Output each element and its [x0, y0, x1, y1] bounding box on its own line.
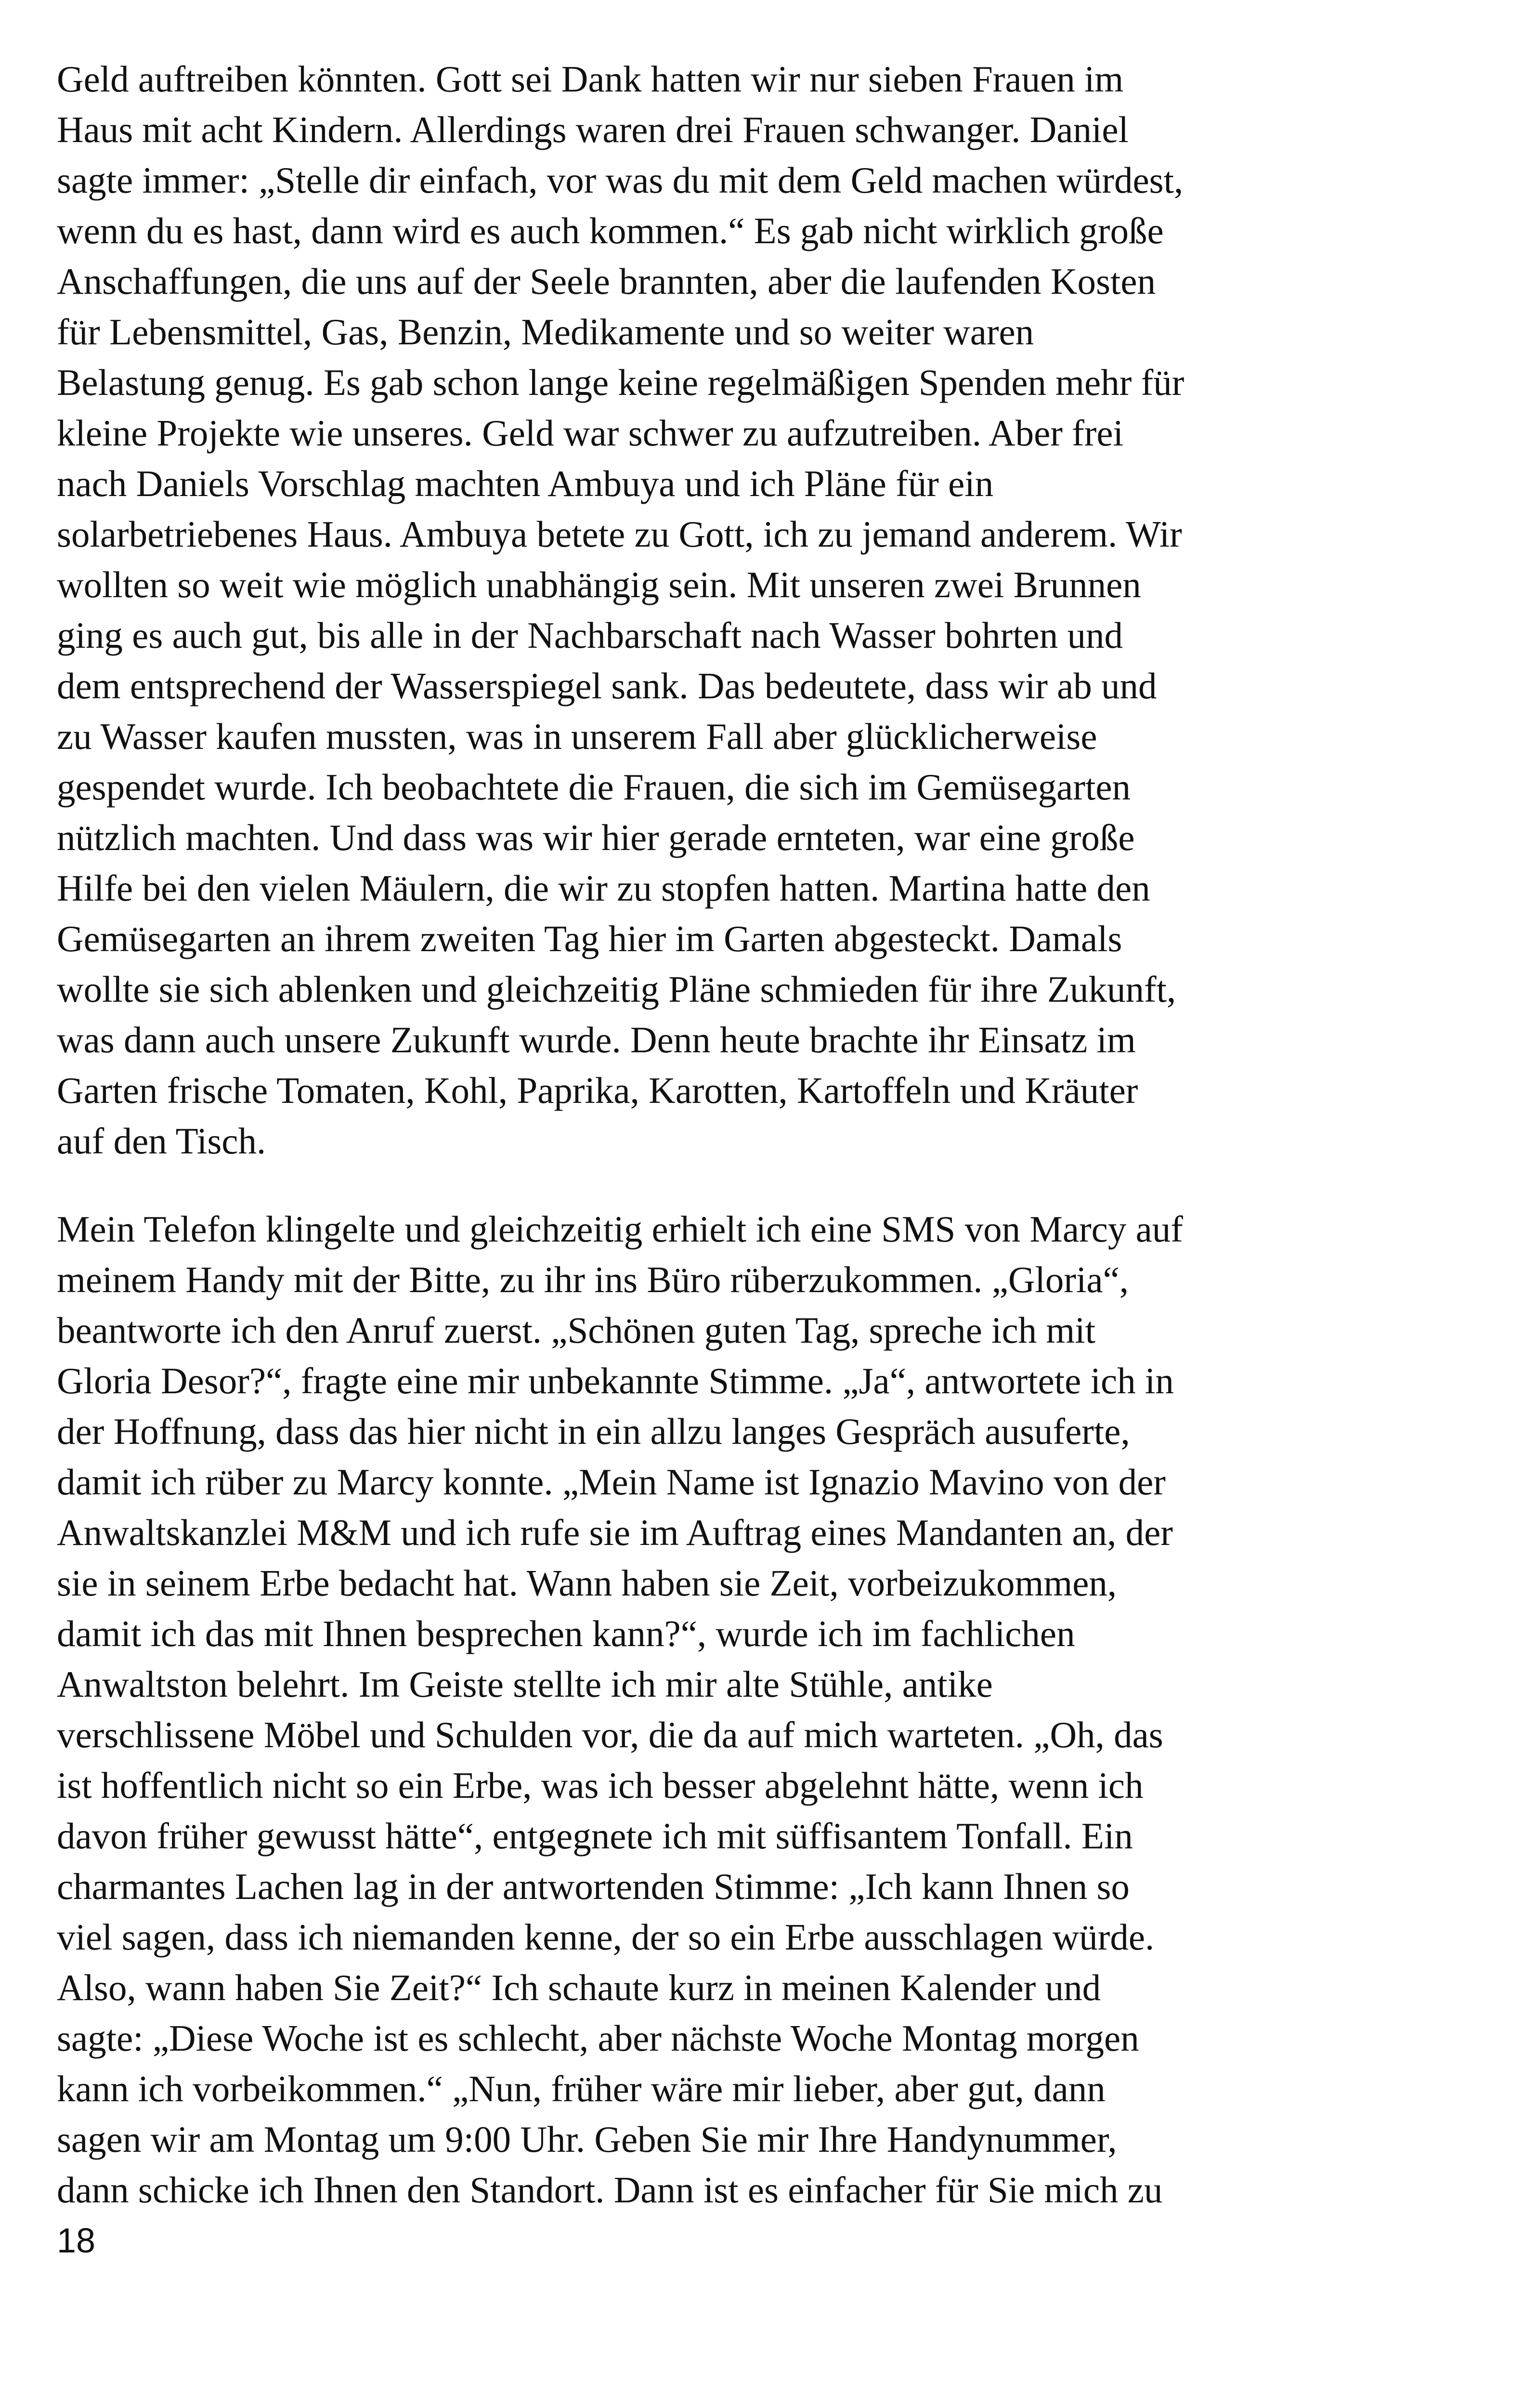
- text-line: wollten so weit wie möglich unabhängig sein. Mit unseren zwei Brunnen: [57, 564, 1141, 605]
- paragraph-2: [57, 1204, 1444, 2215]
- text-line: wenn du es hast, dann wird es auch kommen.“ Es gab nicht wirklich große: [57, 210, 1164, 251]
- text-line: sie in seinem Erbe bedacht hat. Wann haben sie Zeit, vorbeizukommen,: [57, 1562, 1117, 1604]
- text-line: Anwaltston belehrt. Im Geiste stellte ich mir alte Stühle, antike: [57, 1663, 993, 1705]
- text-line: dem entsprechend der Wasserspiegel sank. Das bedeutete, dass wir ab und: [57, 665, 1157, 707]
- text-line: Hilfe bei den vielen Mäulern, die wir zu stopfen hatten. Martina hatte den: [57, 867, 1150, 909]
- text-line: sagte: „Diese Woche ist es schlecht, aber nächste Woche Montag morgen: [57, 2017, 1139, 2059]
- text-line: charmantes Lachen lag in der antwortenden Stimme: „Ich kann Ihnen so: [57, 1866, 1130, 1907]
- text-line: Garten frische Tomaten, Kohl, Paprika, Karotten, Kartoffeln und Kräuter: [57, 1070, 1138, 1111]
- text-line: viel sagen, dass ich niemanden kenne, der so ein Erbe ausschlagen würde.: [57, 1916, 1155, 1958]
- text-line: Gemüsegarten an ihrem zweiten Tag hier im Garten abgesteckt. Damals: [57, 918, 1122, 959]
- text-line: dann schicke ich Ihnen den Standort. Dann ist es einfacher für Sie mich zu: [57, 2169, 1163, 2211]
- text-line: kleine Projekte wie unseres. Geld war schwer zu aufzutreiben. Aber frei: [57, 412, 1123, 454]
- text-line: sagte immer: „Stelle dir einfach, vor was du mit dem Geld machen würdest,: [57, 159, 1184, 201]
- text-line: zu Wasser kaufen mussten, was in unserem Fall aber glücklicherweise: [57, 716, 1097, 757]
- text-line: Gloria Desor?“, fragte eine mir unbekannte Stimme. „Ja“, antwortete ich in: [57, 1360, 1174, 1401]
- text-line: gespendet wurde. Ich beobachtete die Frauen, die sich im Gemüsegarten: [57, 766, 1131, 808]
- text-line: Geld auftreiben könnten. Gott sei Dank hatten wir nur sieben Frauen im: [57, 58, 1124, 100]
- text-line: davon früher gewusst hätte“, entgegnete ich mit süffisantem Tonfall. Ein: [57, 1815, 1133, 1857]
- body-text: [57, 54, 1444, 2215]
- text-line: Anschaffungen, die uns auf der Seele brannten, aber die laufenden Kosten: [57, 261, 1156, 302]
- text-line: wollte sie sich ablenken und gleichzeitig Pläne schmieden für ihre Zukunft,: [57, 968, 1176, 1010]
- text-line: damit ich rüber zu Marcy konnte. „Mein Name ist Ignazio Mavino von der: [57, 1461, 1166, 1503]
- text-line: ging es auch gut, bis alle in der Nachbarschaft nach Wasser bohrten und: [57, 615, 1123, 656]
- text-line: auf den Tisch.: [57, 1120, 266, 1162]
- text-line: Also, wann haben Sie Zeit?“ Ich schaute kurz in meinen Kalender und: [57, 1967, 1101, 2008]
- text-line: beantworte ich den Anruf zuerst. „Schönen guten Tag, spreche ich mit: [57, 1309, 1096, 1351]
- paragraph-spacer: [57, 1166, 1444, 1204]
- text-line: damit ich das mit Ihnen besprechen kann?“, wurde ich im fachlichen: [57, 1613, 1075, 1654]
- text-line: kann ich vorbeikommen.“ „Nun, früher wäre mir lieber, aber gut, dann: [57, 2068, 1106, 2109]
- text-line: solarbetriebenes Haus. Ambuya betete zu Gott, ich zu jemand anderem. Wir: [57, 513, 1182, 555]
- paragraph-1: [57, 54, 1444, 1166]
- text-line: Belastung genug. Es gab schon lange keine regelmäßigen Spenden mehr für: [57, 362, 1185, 403]
- text-line: verschlissene Möbel und Schulden vor, die da auf mich warteten. „Oh, das: [57, 1714, 1163, 1755]
- page-number: 18: [57, 2222, 96, 2260]
- text-line: was dann auch unsere Zukunft wurde. Denn heute brachte ihr Einsatz im: [57, 1019, 1136, 1060]
- text-line: Mein Telefon klingelte und gleichzeitig erhielt ich eine SMS von Marcy auf: [57, 1208, 1183, 1250]
- text-line: ist hoffentlich nicht so ein Erbe, was ich besser abgelehnt hätte, wenn ich: [57, 1765, 1144, 1806]
- text-line: nach Daniels Vorschlag machten Ambuya und ich Pläne für ein: [57, 463, 994, 504]
- text-line: meinem Handy mit der Bitte, zu ihr ins Büro rüberzukommen. „Gloria“,: [57, 1259, 1129, 1300]
- text-line: nützlich machten. Und dass was wir hier gerade ernteten, war eine große: [57, 817, 1135, 858]
- text-line: sagen wir am Montag um 9:00 Uhr. Geben Sie mir Ihre Handynummer,: [57, 2119, 1117, 2160]
- text-line: Anwaltskanzlei M&M und ich rufe sie im Auftrag eines Mandanten an, der: [57, 1512, 1173, 1553]
- text-line: für Lebensmittel, Gas, Benzin, Medikamente und so weiter waren: [57, 311, 1034, 353]
- text-line: der Hoffnung, dass das hier nicht in ein allzu langes Gespräch ausuferte,: [57, 1411, 1130, 1452]
- text-line: Haus mit acht Kindern. Allerdings waren drei Frauen schwanger. Daniel: [57, 109, 1129, 150]
